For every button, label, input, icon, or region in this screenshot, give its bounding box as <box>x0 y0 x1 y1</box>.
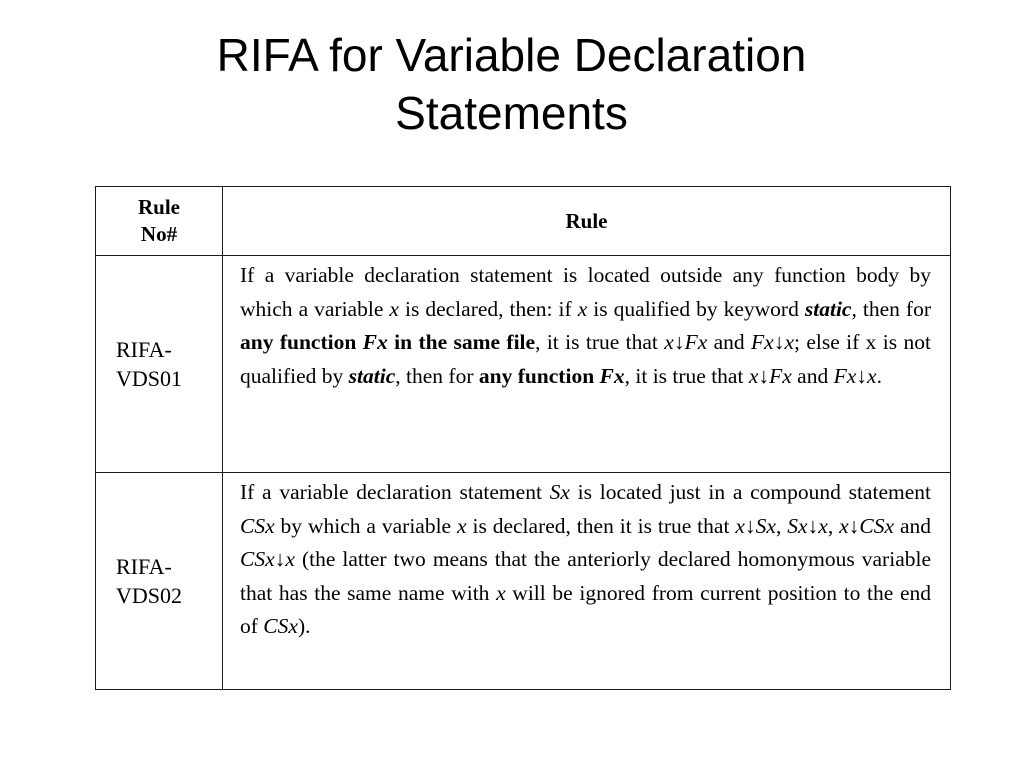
rule-text-cell <box>223 473 951 690</box>
rule-text-italic: x <box>496 580 506 605</box>
rule-text-bold: any function <box>240 330 363 355</box>
rule-text-segment: . <box>876 363 882 388</box>
rule-id-line-1: RIFA- <box>116 554 172 579</box>
header-rule: Rule <box>223 187 951 256</box>
rule-text-segment: , it is true that <box>535 330 665 355</box>
rule-text-bold-italic: Fx <box>599 363 625 388</box>
slide-title-line-2: Statements <box>395 87 628 139</box>
rule-text-segment: ). <box>297 614 311 639</box>
header-rule-number-line-2: No# <box>140 222 178 246</box>
rule-id-line-1: RIFA- <box>116 337 172 362</box>
rule-text-segment: , then for <box>395 363 479 388</box>
rule-text-bold-italic: static <box>348 363 396 388</box>
header-rule-number <box>96 187 223 256</box>
rules-table <box>95 186 951 690</box>
rule-text-italic: CSx↓x <box>240 547 295 572</box>
rule-id-cell <box>96 473 223 690</box>
table-row <box>96 473 951 690</box>
rule-text-segment: and <box>707 330 752 355</box>
rule-text-segment: , <box>827 513 840 538</box>
rule-text-segment: is declared, then it is true that <box>466 513 736 538</box>
rule-text-segment: (the latter two means that the anteriorly declared homonymous variable that has the same name with <box>240 547 931 605</box>
rule-text-italic: x↓CSx <box>839 513 895 538</box>
rule-text-cell <box>223 256 951 473</box>
slide-title <box>0 26 1023 142</box>
table-header-row <box>96 187 951 256</box>
rule-text-segment: If a variable declaration statement <box>240 480 550 504</box>
rule-text-italic: x <box>457 513 467 538</box>
rule-id-line-2: VDS01 <box>116 366 183 391</box>
rule-text-italic: Fx↓x <box>833 363 877 388</box>
rule-text-italic: x↓Sx <box>735 513 776 538</box>
rule-text-italic: CSx <box>240 513 275 538</box>
slide-title-line-1: RIFA for Variable Declaration <box>216 29 807 81</box>
rule-id-cell <box>96 256 223 473</box>
rule-text-segment: If a variable declaration statement is located outside any function body by which a variable <box>240 263 931 321</box>
header-rule-number-line-1: Rule <box>138 195 180 219</box>
rule-text-italic: Sx <box>549 480 570 504</box>
rule-text-bold: any function <box>478 363 600 388</box>
rule-text-segment: ; else if x is not qualified by <box>240 330 931 388</box>
rule-id-line-2: VDS02 <box>116 583 183 608</box>
rule-text-segment: is declared, then: if <box>398 296 578 321</box>
rule-text-italic: x↓Fx <box>748 363 792 388</box>
rule-text-italic: x <box>577 296 588 321</box>
rule-text-italic: x↓Fx <box>664 330 708 355</box>
rule-text-italic: Sx↓x <box>787 513 828 538</box>
rule-text-bold: in the same file <box>387 330 536 355</box>
rule-text-segment: by which a variable <box>274 513 458 538</box>
rule-text-segment: , it is true that <box>624 363 749 388</box>
rule-text-segment: and <box>791 363 834 388</box>
rule-text-segment: , then for <box>851 296 931 321</box>
rule-text-bold-italic: static <box>804 296 852 321</box>
table-row <box>96 256 951 473</box>
rule-text-italic: x <box>389 296 399 321</box>
rule-text-italic: CSx <box>263 614 298 639</box>
rule-text-segment: is located just in a compound statement <box>569 480 931 504</box>
rule-text-segment: and <box>894 513 932 538</box>
rule-text-segment: is qualified by keyword <box>587 296 805 321</box>
rule-text-segment: will be ignored from current position to the end of <box>240 580 931 639</box>
rule-text-italic: Fx↓x <box>751 330 795 355</box>
rule-text-segment: , <box>775 513 788 538</box>
rule-text-bold-italic: Fx <box>362 330 388 355</box>
